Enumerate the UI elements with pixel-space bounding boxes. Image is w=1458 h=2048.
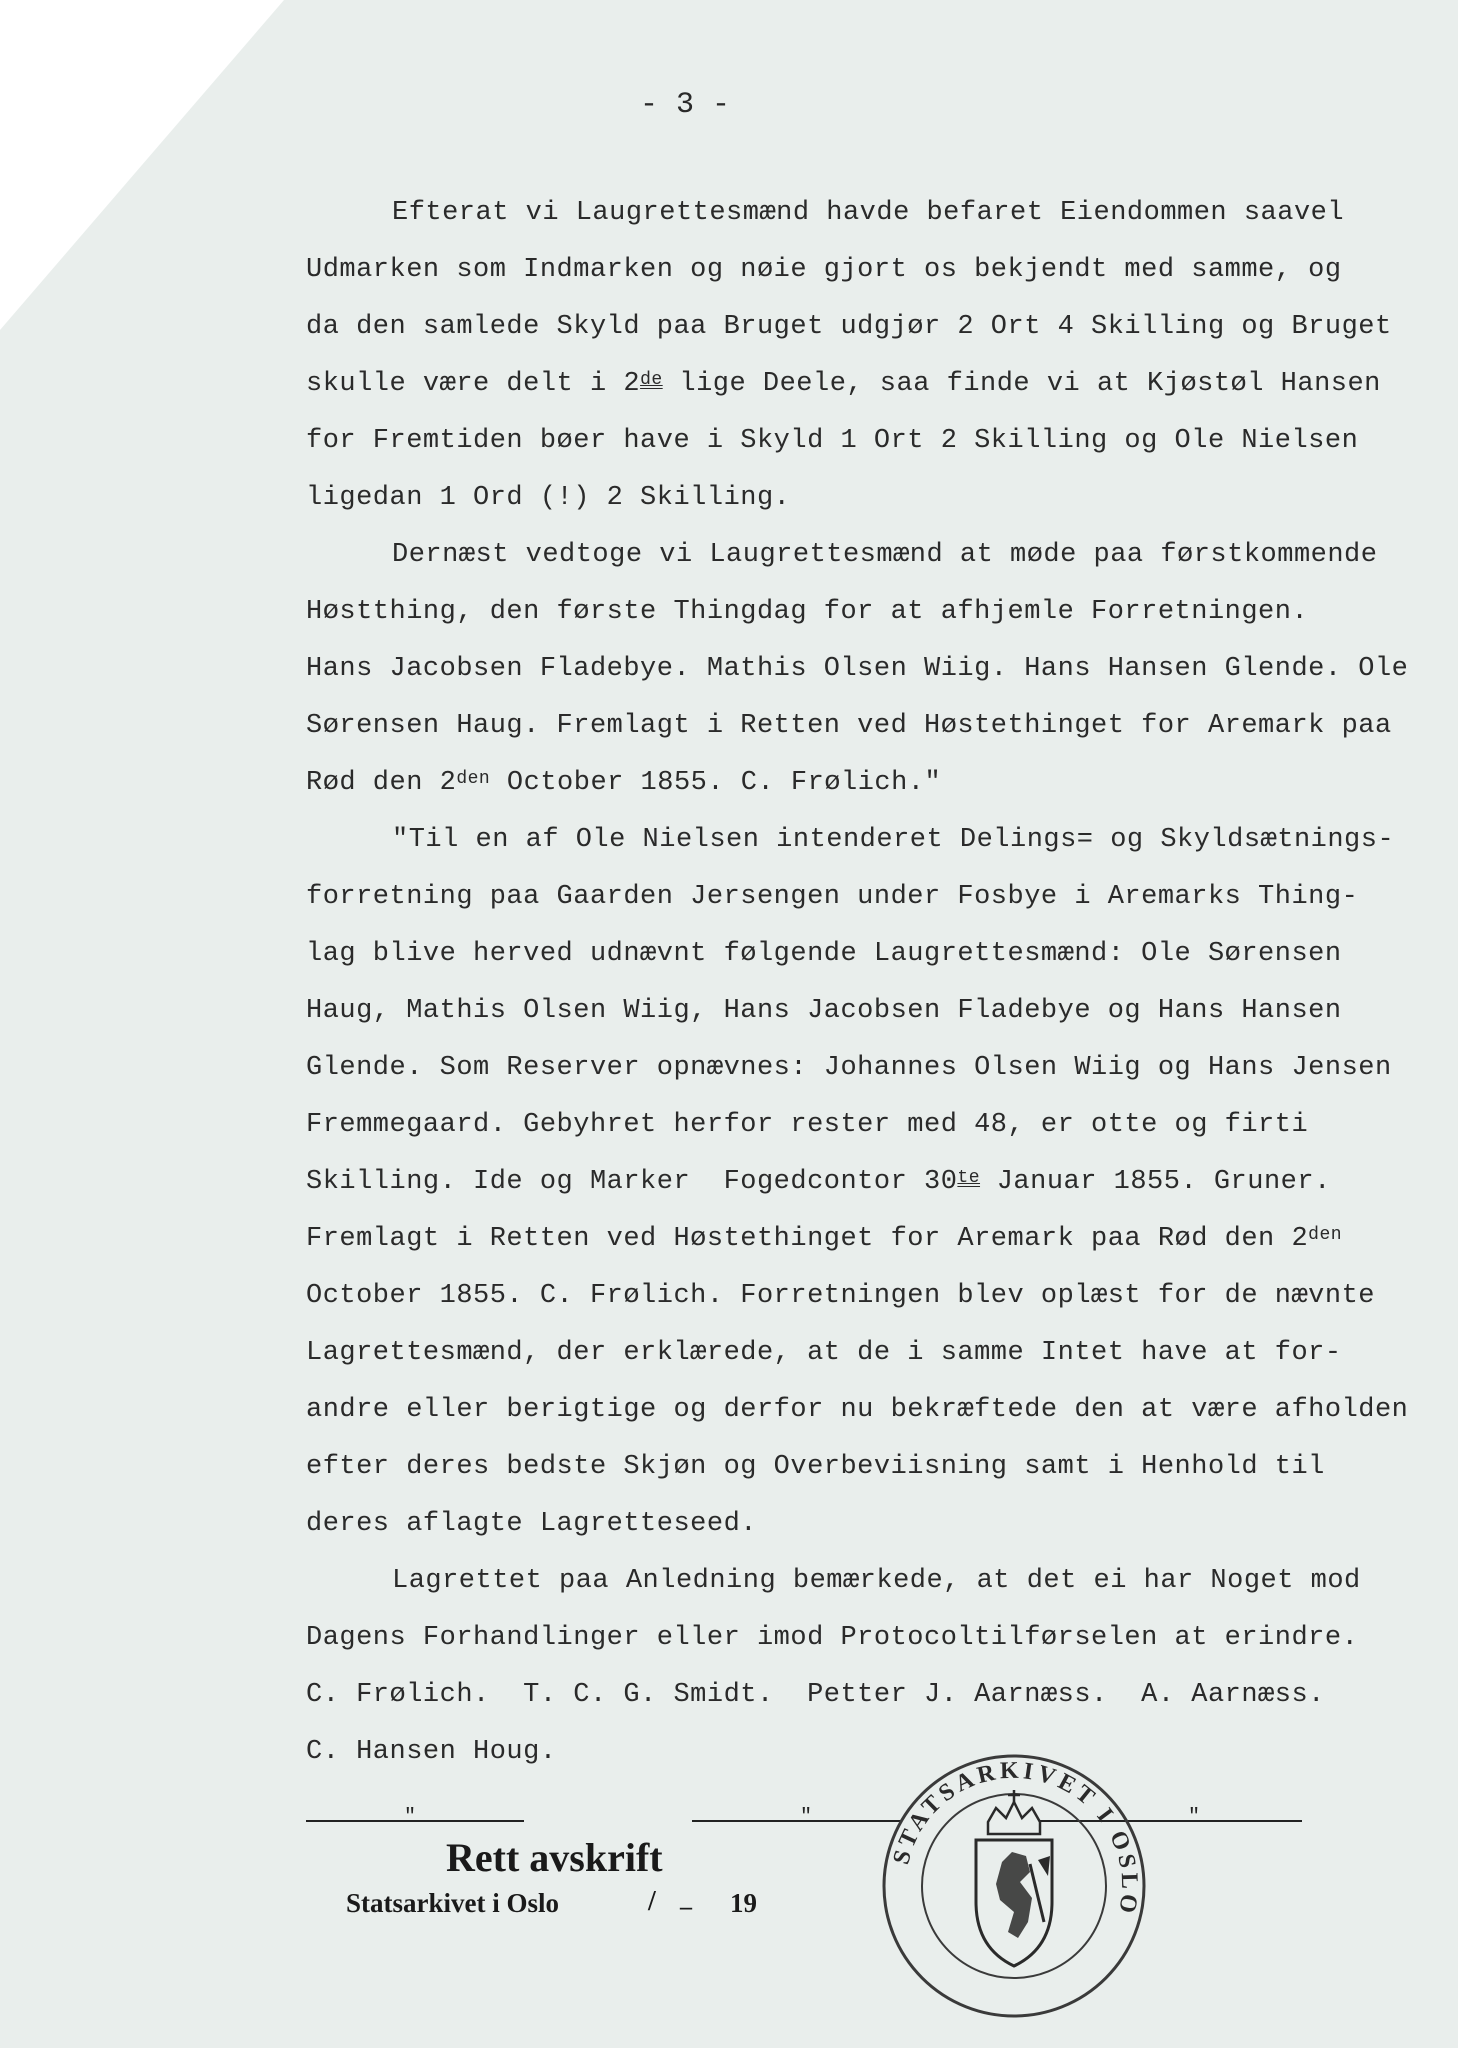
certification-dash: _ bbox=[680, 1886, 692, 1912]
text-line bbox=[306, 371, 1381, 398]
ordinal-superscript: den bbox=[456, 769, 491, 789]
certification-year: 19 bbox=[730, 1888, 757, 1918]
text-fragment: Skilling. Ide og Marker Fogedcontor 30 bbox=[306, 1167, 958, 1197]
ditto-mark: " bbox=[404, 1806, 417, 1829]
text-line bbox=[306, 1226, 1342, 1253]
text-line: lag blive herved udnævnt følgende Laugrettesmænd: Ole Sørensen bbox=[306, 939, 1342, 969]
text-line: deres aflagte Lagretteseed. bbox=[306, 1509, 757, 1539]
text-line: "Til en af Ole Nielsen intenderet Delings= og Skyldsætnings- bbox=[392, 825, 1395, 855]
text-line: C. Hansen Houg. bbox=[306, 1737, 557, 1767]
signature-rule bbox=[692, 1820, 902, 1822]
text-line: C. Frølich. T. C. G. Smidt. Petter J. Aarnæss. A. Aarnæss. bbox=[306, 1680, 1325, 1710]
certification-title: Rett avskrift bbox=[446, 1835, 663, 1880]
text-line: Lagrettesmænd, der erklærede, at de i samme Intet have at for- bbox=[306, 1338, 1342, 1368]
text-line: Glende. Som Reserver opnævnes: Johannes Olsen Wiig og Hans Jensen bbox=[306, 1053, 1392, 1083]
text-line: Dernæst vedtoge vi Laugrettesmænd at møde paa førstkommende bbox=[392, 540, 1378, 570]
text-fragment: Fremlagt i Retten ved Høstethinget for Aremark paa Rød den 2 bbox=[306, 1224, 1309, 1254]
text-line: Fremmegaard. Gebyhret herfor rester med 48, er otte og firti bbox=[306, 1110, 1309, 1140]
text-line: efter deres bedste Skjøn og Overbeviisning samt i Henhold til bbox=[306, 1452, 1325, 1482]
archive-seal bbox=[880, 1752, 1148, 2020]
certification-archive: Statsarkivet i Oslo bbox=[346, 1888, 559, 1918]
text-line bbox=[306, 1169, 1331, 1196]
text-line: for Fremtiden bøer have i Skyld 1 Ort 2 Skilling og Ole Nielsen bbox=[306, 426, 1359, 456]
text-line: Efterat vi Laugrettesmænd havde befaret Eiendommen saavel bbox=[392, 198, 1345, 228]
ditto-mark: " bbox=[800, 1806, 813, 1829]
text-line: Dagens Forhandlinger eller imod Protocoltilførselen at erindre. bbox=[306, 1623, 1359, 1653]
ordinal-superscript: te bbox=[957, 1168, 981, 1188]
text-line: October 1855. C. Frølich. Forretningen blev oplæst for de nævnte bbox=[306, 1281, 1375, 1311]
text-line bbox=[306, 770, 941, 797]
text-fragment: lige Deele, saa finde vi at Kjøstøl Hansen bbox=[662, 369, 1381, 399]
page-number: - 3 - bbox=[640, 88, 731, 122]
text-line: Haug, Mathis Olsen Wiig, Hans Jacobsen Fladebye og Hans Hansen bbox=[306, 996, 1342, 1026]
text-fragment: Januar 1855. Gruner. bbox=[980, 1167, 1331, 1197]
ordinal-superscript: den bbox=[1308, 1225, 1343, 1245]
text-fragment: Rød den 2 bbox=[306, 768, 457, 798]
text-fragment: skulle være delt i 2 bbox=[306, 369, 641, 399]
text-line: ligedan 1 Ord (!) 2 Skilling. bbox=[306, 483, 791, 513]
coat-of-arms-icon bbox=[976, 1790, 1052, 1966]
certification-slash: / bbox=[648, 1886, 656, 1917]
text-line: andre eller berigtige og derfor nu bekræftede den at være afholden bbox=[306, 1395, 1409, 1425]
text-line: forretning paa Gaarden Jersengen under Fosbye i Aremarks Thing- bbox=[306, 882, 1359, 912]
text-fragment: October 1855. C. Frølich." bbox=[490, 768, 942, 798]
text-line: Udmarken som Indmarken og nøie gjort os bekjendt med samme, og bbox=[306, 255, 1342, 285]
ditto-mark: " bbox=[1188, 1806, 1201, 1829]
text-line: Høstthing, den første Thingdag for at afhjemle Forretningen. bbox=[306, 597, 1309, 627]
seal-ring-text: STATSARKIVET I OSLO bbox=[888, 1757, 1143, 1919]
text-line: Sørensen Haug. Fremlagt i Retten ved Høstethinget for Aremark paa bbox=[306, 711, 1392, 741]
text-line: Lagrettet paa Anledning bemærkede, at det ei har Noget mod bbox=[392, 1566, 1361, 1596]
text-line: da den samlede Skyld paa Bruget udgjør 2 Ort 4 Skilling og Bruget bbox=[306, 312, 1392, 342]
text-line: Hans Jacobsen Fladebye. Mathis Olsen Wiig. Hans Hansen Glende. Ole bbox=[306, 654, 1409, 684]
ordinal-superscript: de bbox=[640, 370, 663, 390]
